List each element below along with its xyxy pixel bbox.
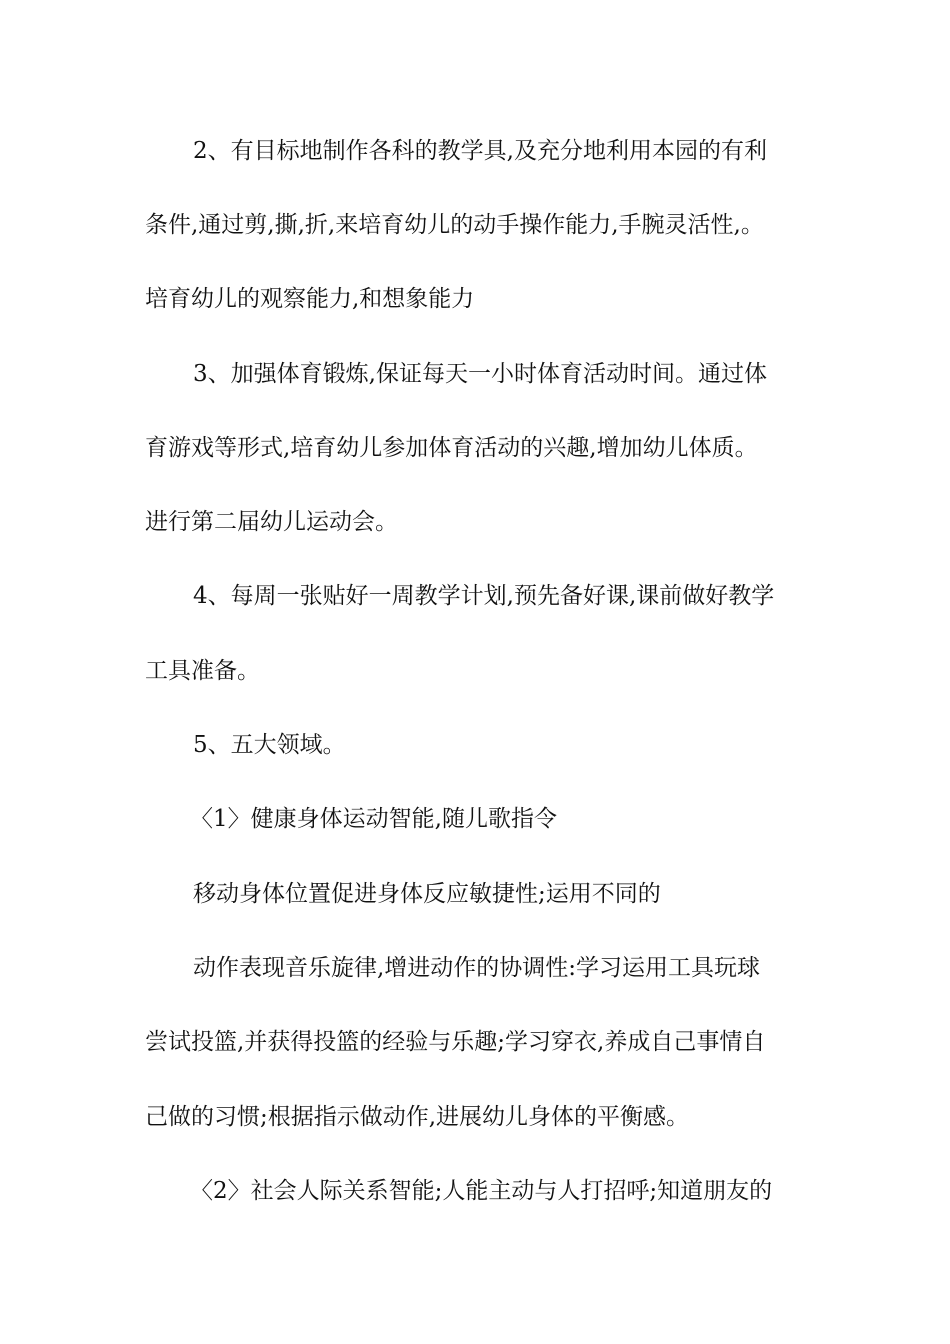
paragraph-line-8: 工具准备。 <box>145 658 260 684</box>
paragraph-line-5: 育游戏等形式,培育幼儿参加体育活动的兴趣,增加幼儿体质。 <box>145 435 758 461</box>
paragraph-line-2: 条件,通过剪,撕,折,来培育幼儿的动手操作能力,手腕灵活性,。 <box>145 212 764 238</box>
paragraph-line-4: 3、加强体育锻炼,保证每天一小时体育活动时间。通过体 <box>193 361 767 387</box>
paragraph-line-14: 己做的习惯;根据指示做动作,进展幼儿身体的平衡感。 <box>145 1104 690 1130</box>
paragraph-line-9: 5、五大领域。 <box>193 732 346 758</box>
paragraph-line-1: 2、有目标地制作各科的教学具,及充分地利用本园的有利 <box>193 138 767 164</box>
paragraph-line-11: 移动身体位置促进身体反应敏捷性;运用不同的 <box>193 881 661 907</box>
paragraph-line-12: 动作表现音乐旋律,增进动作的协调性:学习运用工具玩球 <box>193 955 761 981</box>
paragraph-line-10: 〈1〉健康身体运动智能,随儿歌指令 <box>190 806 557 832</box>
paragraph-line-3: 培育幼儿的观察能力,和想象能力 <box>145 286 475 312</box>
paragraph-line-15: 〈2〉社会人际关系智能;人能主动与人打招呼;知道朋友的 <box>190 1178 773 1204</box>
paragraph-line-7: 4、每周一张贴好一周教学计划,预先备好课,课前做好教学 <box>193 583 775 609</box>
paragraph-line-13: 尝试投篮,并获得投篮的经验与乐趣;学习穿衣,养成自己事情自 <box>145 1029 766 1055</box>
paragraph-line-6: 进行第二届幼儿运动会。 <box>145 509 398 535</box>
